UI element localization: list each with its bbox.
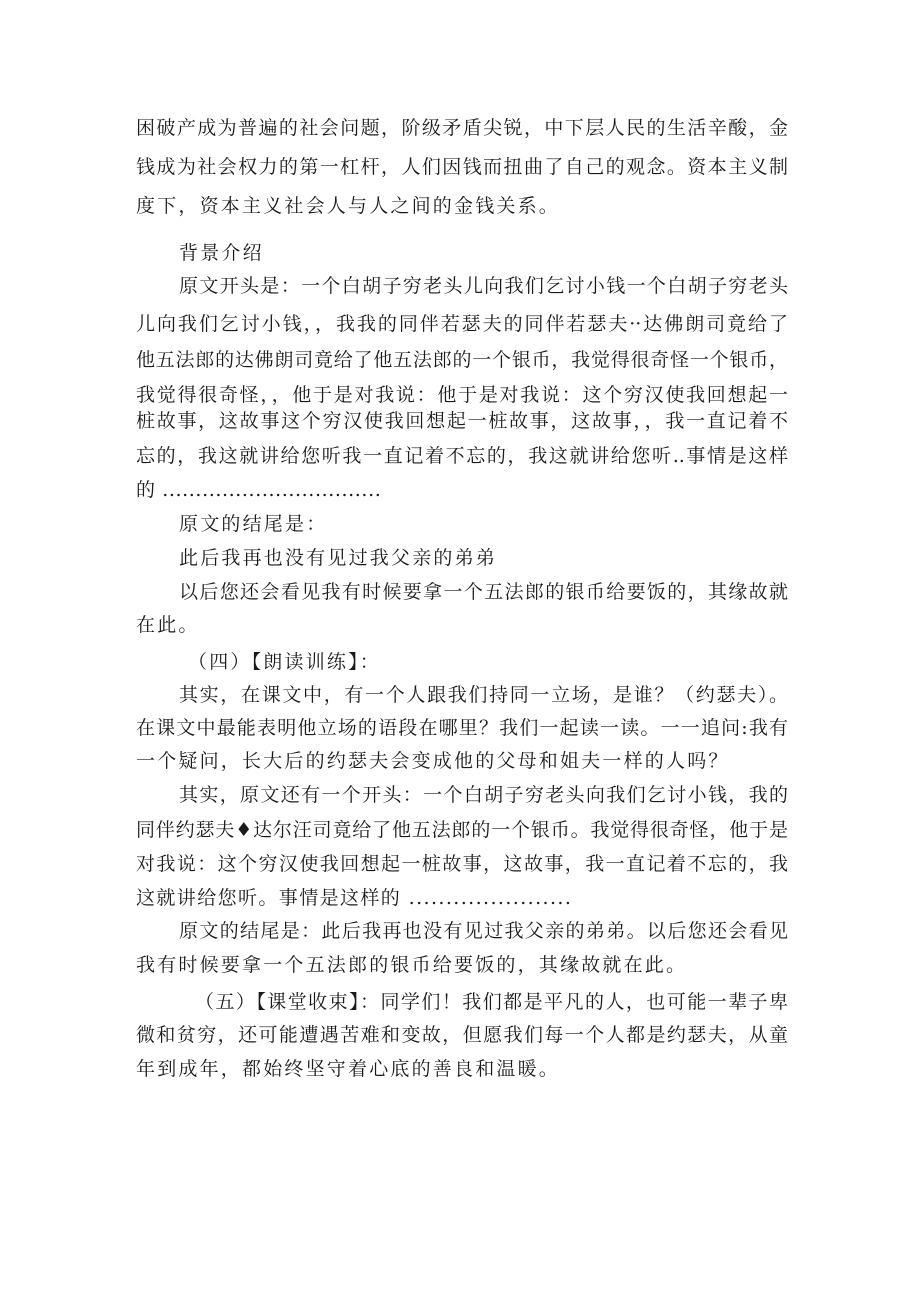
text-line: 其实，在课文中，有一个人跟我们持同一立场，是谁？（约瑟夫）。: [179, 684, 788, 706]
text-line: 微和贫穷，还可能遭遇苦难和变故，但愿我们每一个人都是约瑟夫，从童: [136, 1024, 788, 1046]
text-line: 的 .................................: [136, 479, 382, 501]
text-line: 一个疑问，长大后的约瑟夫会变成他的父母和姐夫一样的人吗？: [136, 750, 730, 772]
text-line: 儿向我们乞讨小钱，，我我的同伴若瑟夫的同伴若瑟夫··达佛朗司竟给了: [136, 313, 788, 335]
text-line: 困破产成为普遍的社会问题，阶级矛盾尖锐，中下层人民的生活辛酸，金: [136, 117, 788, 139]
text-line: 此后我再也没有见过我父亲的弟弟: [179, 547, 498, 569]
text-line: 我有时候要拿一个五法郎的银币给要饭的，其缘故就在此。: [136, 954, 688, 976]
text-line: 同伴约瑟夫♦达尔汪司竟给了他五法郎的一个银币。我觉得很奇怪，他于是: [136, 819, 788, 841]
text-line: 他五法郎的达佛朗司竟给了他五法郎的一个银币，我觉得很奇怪一个银币，: [136, 349, 788, 371]
section-heading: 背景介绍: [179, 242, 264, 264]
text-line: 对我说：这个穷汉使我回想起一桩故事，这故事，我一直记着不忘的，我: [136, 853, 788, 875]
text-line: 原文开头是：一个白胡子穷老头儿向我们乞讨小钱一个白胡子穷老头: [179, 275, 788, 297]
text-line: 度下，资本主义社会人与人之间的金钱关系。: [136, 195, 561, 217]
text-line: 在课文中最能表明他立场的语段在哪里？我们一起读一读。一一追问:我有: [136, 717, 788, 739]
text-line: 这就讲给您听。事情是这样的 ......................: [136, 887, 573, 909]
section-heading: （五）【课堂收束】：同学们！我们都是平凡的人，也可能一辈子卑: [195, 991, 788, 1013]
text-line: 钱成为社会权力的第一杠杆，人们因钱而扭曲了自己的观念。资本主义制: [136, 156, 788, 178]
text-line: 我觉得很奇怪，，他于是对我说：他于是对我说：这个穷汉使我回想起一: [136, 384, 788, 406]
text-line: 桩故事，这故事这个穷汉使我回想起一桩故事，这故事，，我一直记着不: [136, 410, 788, 432]
text-line: 年到成年，都始终坚守着心底的善良和温暖。: [136, 1058, 561, 1080]
text-line: 忘的，我这就讲给您听我一直记着不忘的，我这就讲给您听..事情是这样: [136, 445, 788, 467]
section-heading: （四）【朗读训练】：: [188, 651, 382, 673]
text-line: 原文的结尾是：此后我再也没有见过我父亲的弟弟。以后您还会看见: [179, 920, 788, 942]
text-line: 在此。: [136, 614, 200, 636]
text-line: 原文的结尾是：: [179, 513, 328, 535]
text-line: 以后您还会看见我有时候要拿一个五法郎的银币给要饭的，其缘故就: [179, 581, 788, 603]
text-line: 其实，原文还有一个开头：一个白胡子穷老头向我们乞讨小钱，我的: [179, 784, 788, 806]
